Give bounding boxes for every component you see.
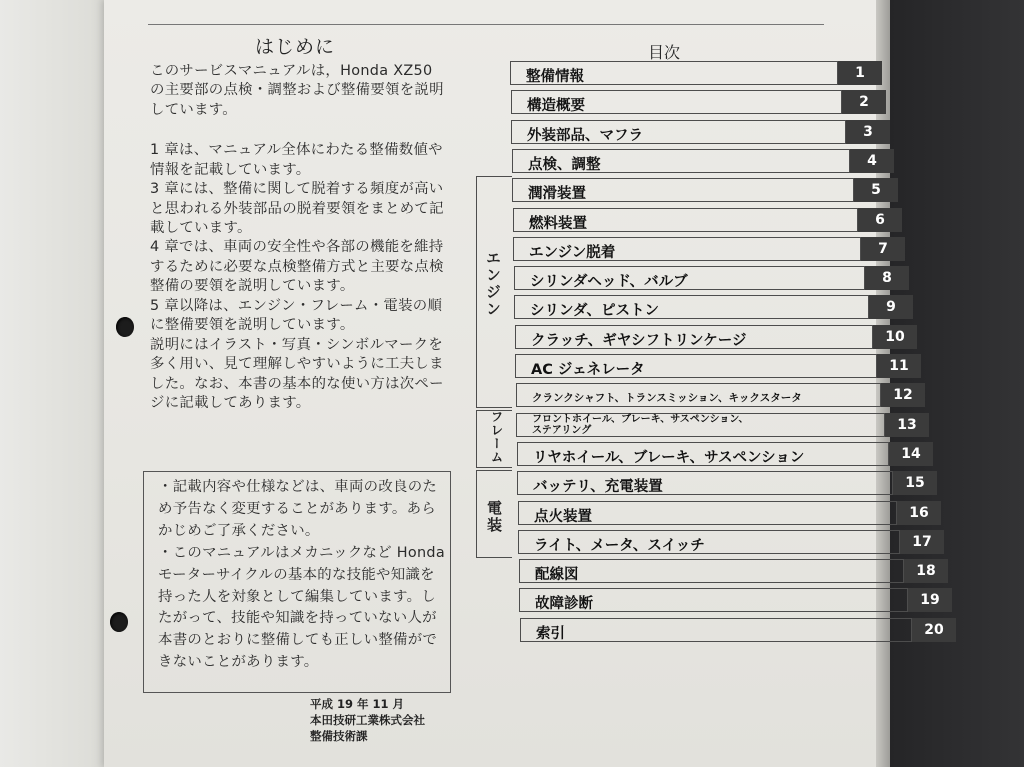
company-name: 本田技研工業株式会社 xyxy=(310,713,425,727)
publisher-info xyxy=(310,696,425,744)
toc-item-label: クランクシャフト、トランスミッション、キックスタータ xyxy=(532,392,802,404)
group-label-frame: フレーム xyxy=(489,410,504,464)
toc-item-10[interactable] xyxy=(515,325,873,349)
group-label-engine: エンジン xyxy=(484,250,502,318)
toc-item-7[interactable] xyxy=(513,237,861,261)
toc-item-label: 潤滑装置 xyxy=(528,186,586,202)
toc-item-label: 配線図 xyxy=(535,567,579,583)
toc-item-number: 2 xyxy=(842,90,886,114)
toc-item-1[interactable] xyxy=(510,61,838,85)
toc-item-number: 4 xyxy=(850,149,894,173)
top-rule xyxy=(148,24,824,25)
toc-item-label: ライト、メータ、スイッチ xyxy=(534,538,705,554)
toc-title: 目次 xyxy=(648,43,681,62)
toc-item-label: クラッチ、ギヤシフトリンケージ xyxy=(531,333,747,349)
toc-item-number: 10 xyxy=(873,325,917,349)
toc-item-20[interactable] xyxy=(520,618,912,642)
toc-item-label: エンジン脱着 xyxy=(529,245,616,261)
toc-item-number: 13 xyxy=(885,413,929,437)
notice-text: ・記載内容や仕様などは、車両の改良のため予告なく変更することがあります。あらかじめご了承ください。 xyxy=(158,479,438,539)
toc-item-15[interactable] xyxy=(517,471,893,495)
notice-1 xyxy=(158,477,448,542)
toc-item-9[interactable] xyxy=(514,295,869,319)
toc-item-label: 点検、調整 xyxy=(528,157,601,173)
toc-item-4[interactable] xyxy=(512,149,850,173)
publish-date: 平成 19 年 11 月 xyxy=(310,697,405,711)
toc-item-label: バッテリ、充電装置 xyxy=(533,479,663,495)
toc-item-12[interactable] xyxy=(516,383,881,407)
toc-item-number: 7 xyxy=(861,237,905,261)
toc-item-label: 整備情報 xyxy=(526,69,584,85)
binder-hole-top xyxy=(116,317,134,337)
toc-item-3[interactable] xyxy=(511,120,846,144)
toc-item-label: 点火装置 xyxy=(534,509,592,525)
toc-item-label: フロントホイール、ブレーキ、サスペンション、 ステアリング xyxy=(532,414,749,436)
toc-item-label: リヤホイール、ブレーキ、サスペンション xyxy=(533,450,805,466)
toc-item-number: 14 xyxy=(889,442,933,466)
intro-paragraph-2 xyxy=(150,122,450,355)
toc-item-number: 12 xyxy=(881,383,925,407)
toc-item-2[interactable] xyxy=(511,90,842,114)
intro-paragraph-1 xyxy=(150,62,450,120)
intro-paragraph-3 xyxy=(150,336,450,414)
intro-text: このサービスマニュアルは，Honda XZ50 の主要部の点検・調整および整備要領を説明しています。 xyxy=(150,63,444,118)
toc-item-number: 8 xyxy=(865,266,909,290)
toc-item-number: 6 xyxy=(858,208,902,232)
toc-item-18[interactable] xyxy=(519,559,904,583)
toc-item-label: 索引 xyxy=(536,626,565,642)
notice-2 xyxy=(158,543,448,674)
toc-item-number: 15 xyxy=(893,471,937,495)
toc-item-label: シリンダ、ピストン xyxy=(530,303,660,319)
department-name: 整備技術課 xyxy=(310,729,368,743)
toc-item-number: 18 xyxy=(904,559,948,583)
toc-item-label: 燃料装置 xyxy=(529,216,587,232)
toc-item-number: 16 xyxy=(897,501,941,525)
toc-item-16[interactable] xyxy=(518,501,897,525)
notice-text: ・このマニュアルはメカニックなど Honda モーターサイクルの基本的な技能や知識を持った人を対象として編集しています。したがって、技能や知識を持っていない人が本書のとおりに整備しても正しい整備ができないことがあります。 xyxy=(158,545,445,670)
group-label-electrical: 電装 xyxy=(485,500,503,534)
toc-item-17[interactable] xyxy=(518,530,900,554)
toc-item-number: 11 xyxy=(877,354,921,378)
toc-item-label: シリンダヘッド、バルブ xyxy=(530,274,688,290)
intro-text: 説明にはイラスト・写真・シンボルマークを多く用い、見て理解しやすいように工夫しました。なお、本書の基本的な使い方は次ページに記載してあります。 xyxy=(150,337,444,412)
toc-item-label: AC ジェネレータ xyxy=(531,362,645,378)
toc-item-19[interactable] xyxy=(519,588,908,612)
toc-item-number: 17 xyxy=(900,530,944,554)
toc-item-13[interactable] xyxy=(516,413,885,437)
toc-item-number: 5 xyxy=(854,178,898,202)
toc-item-6[interactable] xyxy=(513,208,858,232)
toc-item-number: 3 xyxy=(846,120,890,144)
toc-item-14[interactable] xyxy=(517,442,889,466)
toc-item-label: 構造概要 xyxy=(527,98,585,114)
left-page xyxy=(0,0,112,767)
toc-item-number: 19 xyxy=(908,588,952,612)
toc-item-number: 1 xyxy=(838,61,882,85)
toc-item-11[interactable] xyxy=(515,354,877,378)
toc-item-label: 故障診断 xyxy=(535,596,593,612)
toc-item-number: 20 xyxy=(912,618,956,642)
intro-heading: はじめに xyxy=(255,36,336,58)
toc-item-label: 外装部品、マフラ xyxy=(527,128,643,144)
binder-hole-bottom xyxy=(110,612,128,632)
intro-text: 1 章は、マニュアル全体にわたる整備数値や情報を記載しています。 3 章には、整備に関して脱着する頻度が高いと思われる外装部品の脱着要領をまとめて記載しています。 4 章では、車両の安全性や各部の機能を維持するために必要な点検整備方式と主要な点検整備の要領を説明しています。 5 章以降は、エンジン・フレーム・電装の順に整備要領を説明しています。 xyxy=(150,142,444,334)
toc-item-number: 9 xyxy=(869,295,913,319)
toc-item-5[interactable] xyxy=(512,178,854,202)
toc-item-8[interactable] xyxy=(514,266,865,290)
